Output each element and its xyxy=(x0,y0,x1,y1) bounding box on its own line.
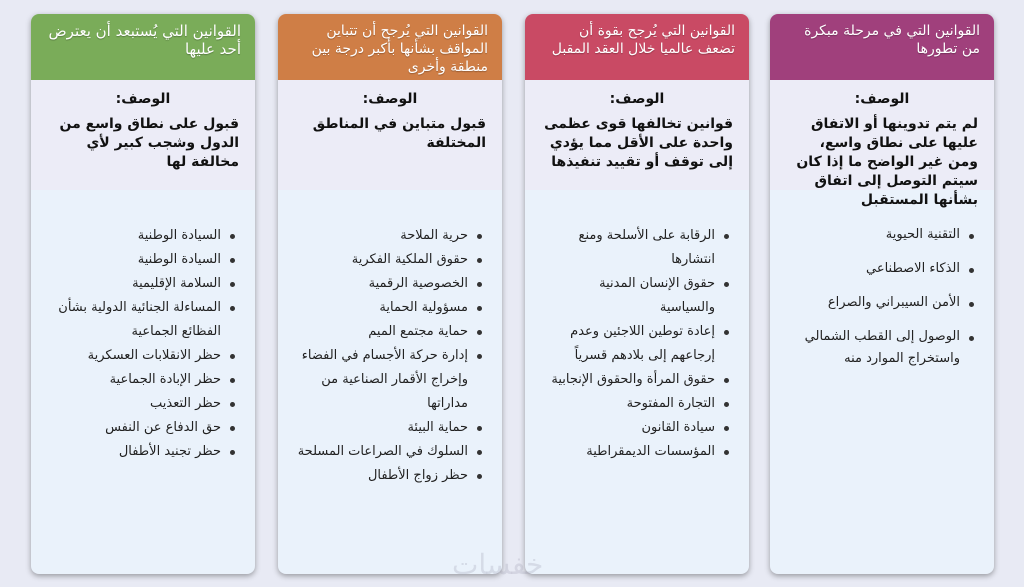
list-item: حظر التعذيب xyxy=(49,392,237,416)
description-body: قوانين تخالفها قوى عظمى واحدة على الأقل مما يؤدي إلى توقف أو تقييد تنفيذها xyxy=(544,116,733,170)
list-item: حرية الملاحة xyxy=(296,224,484,248)
list-item: الأمن السيبراني والصراع xyxy=(788,292,976,314)
list-item: حقوق الإنسان المدنية والسياسية xyxy=(543,272,731,320)
column-header: القوانين التي يُرجح بقوة أن تضعف عالميا خلال العقد المقبل xyxy=(525,14,749,80)
list-item: حماية مجتمع الميم xyxy=(296,320,484,344)
list-item: حقوق المرأة والحقوق الإنجابية xyxy=(543,368,731,392)
list-item: الذكاء الاصطناعي xyxy=(788,258,976,280)
list-item: إدارة حركة الأجسام في الفضاء وإخراج الأقمار الصناعية من مداراتها xyxy=(296,344,484,416)
column-description xyxy=(525,80,749,190)
description-body: قبول متباين في المناطق المختلفة xyxy=(312,116,486,151)
description-title: الوصف: xyxy=(609,91,665,107)
list-item: حقوق الملكية الفكرية xyxy=(296,248,484,272)
description-title: الوصف: xyxy=(362,91,418,107)
list-item: التجارة المفتوحة xyxy=(543,392,731,416)
list-item: الرقابة على الأسلحة ومنع انتشارها xyxy=(543,224,731,272)
list-item: حظر الانقلابات العسكرية xyxy=(49,344,237,368)
list-item: التقنية الحيوية xyxy=(788,224,976,246)
laws-list xyxy=(278,190,502,574)
list-item: السيادة الوطنية xyxy=(49,248,237,272)
list-item: مسؤولية الحماية xyxy=(296,296,484,320)
list-item: حظر زواج الأطفال xyxy=(296,464,484,488)
description-body: لم يتم تدوينها أو الاتفاق عليها على نطاق واسع، ومن غير الواضح ما إذا كان سيتم التوصل إلى اتفاق بشأنها المستقبل xyxy=(796,116,978,208)
column-description xyxy=(770,80,994,208)
column-header: القوانين التي في مرحلة مبكرة من تطورها xyxy=(770,14,994,80)
description-body: قبول على نطاق واسع من الدول وشجب كبير لأي مخالفة لها xyxy=(59,116,239,170)
list-item: حظر الإبادة الجماعية xyxy=(49,368,237,392)
laws-list xyxy=(525,190,749,574)
laws-list xyxy=(31,190,255,574)
column-early-stage-laws xyxy=(770,14,994,574)
list-item: السلامة الإقليمية xyxy=(49,272,237,296)
list-item: الخصوصية الرقمية xyxy=(296,272,484,296)
column-description xyxy=(278,80,502,190)
list-item: إعادة توطين اللاجئين وعدم إرجاعهم إلى بلادهم قسرياً xyxy=(543,320,731,368)
watermark: خفسات xyxy=(452,548,544,581)
list-item: حق الدفاع عن النفس xyxy=(49,416,237,440)
list-item: سيادة القانون xyxy=(543,416,731,440)
list-item: السيادة الوطنية xyxy=(49,224,237,248)
description-title: الوصف: xyxy=(854,91,910,107)
laws-list xyxy=(770,190,994,574)
description-title: الوصف: xyxy=(115,91,171,107)
list-item: المؤسسات الديمقراطية xyxy=(543,440,731,464)
column-header: القوانين التي يُستبعد أن يعترض أحد عليها xyxy=(31,14,255,80)
list-item: المساءلة الجنائية الدولية بشأن الفظائع الجماعية xyxy=(49,296,237,344)
column-description xyxy=(31,80,255,190)
column-uncontested-laws xyxy=(31,14,255,574)
column-header: القوانين التي يُرجح أن تتباين المواقف بشأنها بأكبر درجة بين منطقة وأخرى xyxy=(278,14,502,80)
list-item: الوصول إلى القطب الشمالي واستخراج الموارد منه xyxy=(788,326,976,370)
column-weakening-laws xyxy=(525,14,749,574)
list-item: السلوك في الصراعات المسلحة xyxy=(296,440,484,464)
list-item: حظر تجنيد الأطفال xyxy=(49,440,237,464)
list-item: حماية البيئة xyxy=(296,416,484,440)
column-divergent-laws xyxy=(278,14,502,574)
